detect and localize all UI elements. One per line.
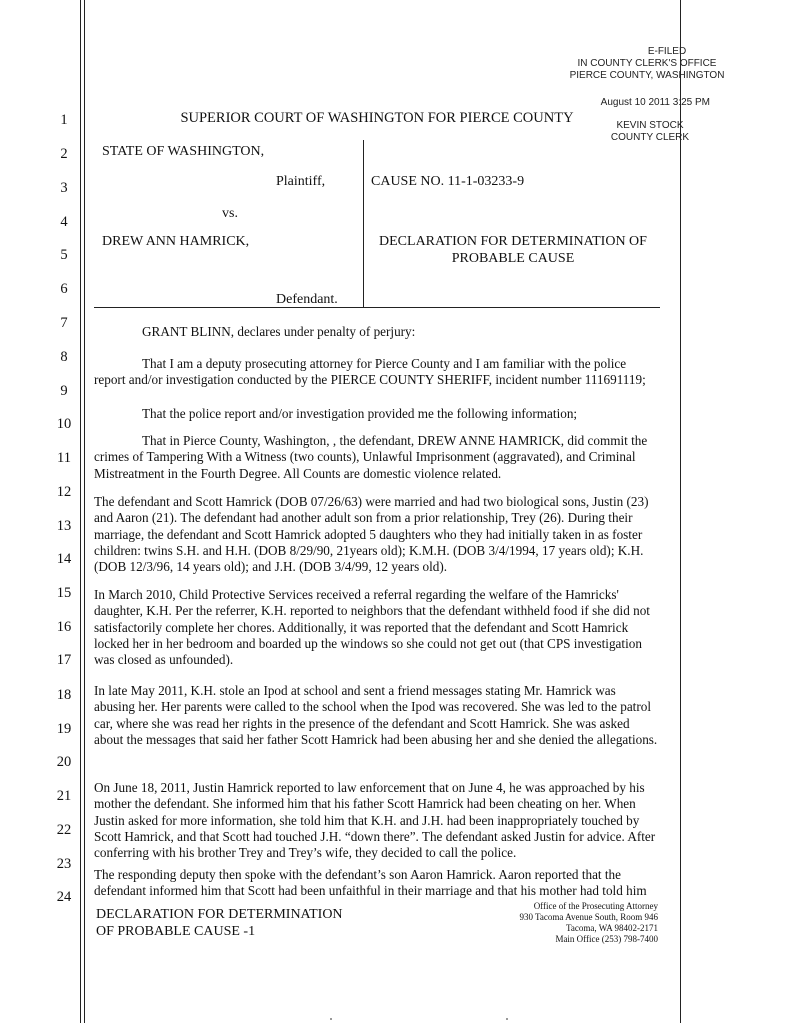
line-number: 13: [56, 518, 72, 534]
paragraph-cps-referral: In March 2010, Child Protective Services received a referral regarding the welfare of the Hamricks' daughter, K.H. Per the referrer, K.H. reported to neighbors that the defendant withheld food if she did not satisfactorily complete her chores. Additionally, it was reported that the defendant and Scott Hamrick locked her in her bedroom and boarded up the windows so she could not get out (that CPS investigation was closed as unfounded).: [94, 587, 650, 668]
document-title-line1: DECLARATION FOR DETERMINATION OF: [379, 234, 647, 249]
margin-rule-left-inner: [84, 0, 85, 1023]
office-city: Tacoma, WA 98402-2171: [566, 923, 658, 933]
versus-label: vs.: [222, 206, 238, 221]
office-phone: Main Office (253) 798-7400: [555, 934, 658, 944]
line-number: 8: [60, 349, 68, 365]
line-number: 15: [56, 585, 72, 601]
paragraph-family-background: The defendant and Scott Hamrick (DOB 07/26/63) were married and had two biological sons, Justin (23) and Aaron (21). The defendant had another adult son from a prior relationship, Trey (26). During their marriage, the defendant and Scott Hamrick adopted 5 daughters who they had initially taken in as foster children: twins S.H. and H.H. (DOB 8/29/90, 21years old); K.M.H. (DOB 3/4/1994, 17 years old); K.H. (DOB 12/3/96, 14 years old); and J.H. (DOB 3/4/99, 12 years old).: [94, 494, 649, 575]
cause-number: CAUSE NO. 11-1-03233-9: [371, 174, 525, 189]
stamp-status: E-FILED: [647, 46, 687, 57]
margin-rule-right: [680, 0, 681, 1023]
stamp-office: IN COUNTY CLERK'S OFFICE: [577, 58, 717, 69]
paragraph-prosecutor-intro: That I am a deputy prosecuting attorney for Pierce County and I am familiar with the police report and/or investigation conducted by the PIERCE COUNTY SHERIFF, incident number 111691119;: [94, 356, 646, 388]
stamp-clerk-name: KEVIN STOCK: [616, 120, 684, 131]
line-number: 5: [60, 247, 68, 263]
line-number: 23: [56, 856, 72, 872]
stamp-date-time: August 10 2011 3:25 PM: [600, 97, 710, 108]
line-number: 18: [56, 687, 72, 703]
line-number: 20: [56, 754, 72, 770]
prosecutor-office-block: [470, 901, 658, 945]
line-number: 9: [60, 383, 68, 399]
line-number: 2: [60, 146, 68, 162]
line-number: 1: [60, 112, 68, 128]
stamp-county: PIERCE COUNTY, WASHINGTON: [569, 70, 725, 81]
footer-document-title: [96, 906, 343, 940]
line-number: 17: [56, 652, 72, 668]
efiled-stamp: [560, 46, 734, 82]
scan-mark: [330, 1018, 332, 1020]
paragraph-charges: That in Pierce County, Washington, , the defendant, DREW ANNE HAMRICK, did commit the crimes of Tampering With a Witness (two counts), Unlawful Imprisonment (aggravated), and Criminal Mistreatment in the Fourth Degree. All Counts are domestic violence related.: [94, 433, 648, 481]
line-number: 24: [56, 889, 72, 905]
footer-title-line2: OF PROBABLE CAUSE -1: [96, 924, 256, 939]
caption-underline: [94, 307, 660, 308]
line-number: 4: [60, 214, 68, 230]
caption-divider: [363, 140, 364, 307]
office-address: 930 Tacoma Avenue South, Room 946: [519, 912, 658, 922]
line-number: 14: [56, 551, 72, 567]
plaintiff-label: Plaintiff,: [276, 174, 326, 189]
scan-mark: [506, 1018, 508, 1020]
paragraph-report-info: That the police report and/or investigation provided me the following information;: [142, 406, 578, 421]
paragraph-ipod-incident: In late May 2011, K.H. stole an Ipod at school and sent a friend messages stating Mr. Hamrick was abusing her. Her parents were called to the school when the Ipod was recovered. She was led to the patrol car, where she was read her rights in the presence of the defendant and Scott Hamrick. She was asked about the messages that said her father Scott Hamrick had been abusing her and she denied the allegations.: [94, 683, 658, 747]
line-number: 11: [57, 450, 71, 466]
paragraph-justin-report: On June 18, 2011, Justin Hamrick reported to law enforcement that on June 4, he was approached by his mother the defendant. She informed him that his father Scott Hamrick had been cheating on her. When Justin asked for more information, she told him that K.H. and J.H. had been inappropriately touched by Scott Hamrick, and that Scott had touched J.H. “down there”. The defendant asked Justin for advice. After conferring with his brother Trey and Trey’s wife, they decided to call the police.: [94, 780, 656, 861]
line-number: 10: [56, 416, 72, 432]
line-number: 6: [60, 281, 68, 297]
document-title-line2: PROBABLE CAUSE: [451, 251, 575, 266]
line-number: 22: [56, 822, 72, 838]
defendant-name: DREW ANN HAMRICK,: [102, 234, 250, 249]
document-title: [366, 233, 660, 267]
line-number: 16: [56, 619, 72, 635]
defendant-label: Defendant.: [276, 292, 338, 307]
line-number: 21: [56, 788, 72, 804]
line-number: 7: [60, 315, 68, 331]
line-number: 12: [56, 484, 72, 500]
stamp-clerk-title: COUNTY CLERK: [610, 132, 690, 143]
line-number: 3: [60, 180, 68, 196]
paragraph-aaron-statement: The responding deputy then spoke with the defendant’s son Aaron Hamrick. Aaron reported that the defendant informed him that Scott had been unfaithful in their marriage and that his mother had told him: [94, 867, 647, 899]
plaintiff-name: STATE OF WASHINGTON,: [102, 144, 265, 159]
margin-rule-left-outer: [80, 0, 81, 1023]
line-number: 19: [56, 721, 72, 737]
office-name: Office of the Prosecuting Attorney: [533, 901, 658, 911]
footer-title-line1: DECLARATION FOR DETERMINATION: [96, 907, 343, 922]
court-title: SUPERIOR COURT OF WASHINGTON FOR PIERCE COUNTY: [180, 110, 574, 126]
declarant-statement: GRANT BLINN, declares under penalty of perjury:: [142, 324, 416, 339]
